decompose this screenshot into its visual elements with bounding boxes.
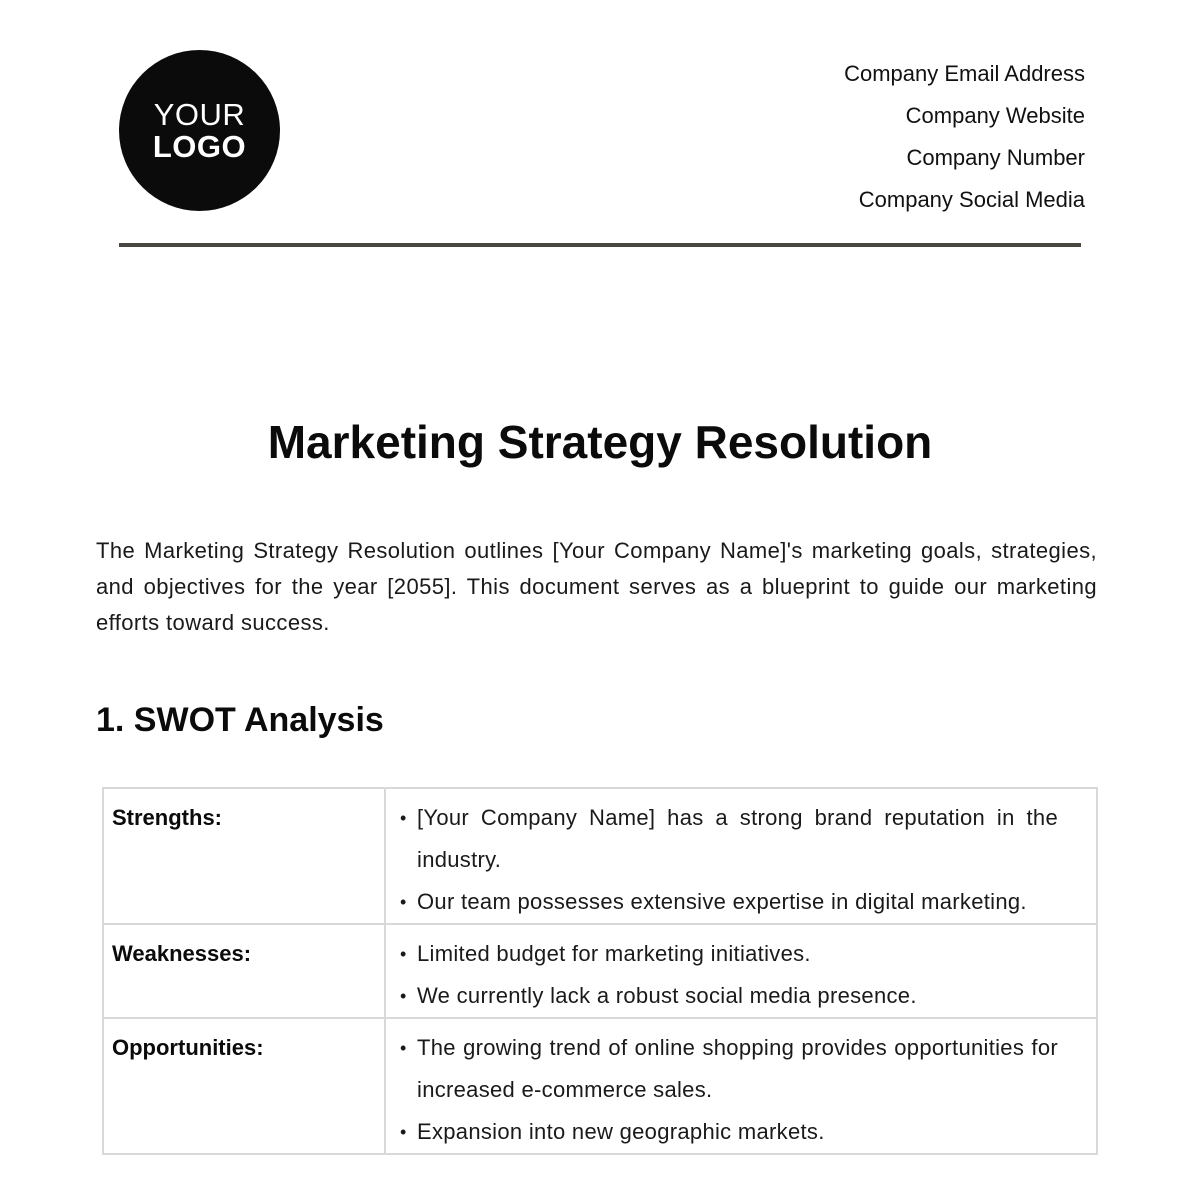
swot-row-weaknesses	[103, 924, 1097, 1018]
swot-label-strengths: Strengths:	[103, 788, 385, 924]
swot-label-opportunities: Opportunities:	[103, 1018, 385, 1154]
swot-content-weaknesses	[385, 924, 1097, 1018]
logo-text-logo: LOGO	[152, 128, 247, 164]
header-divider	[119, 243, 1081, 247]
swot-label-weaknesses: Weaknesses:	[103, 924, 385, 1018]
weaknesses-list	[400, 933, 1058, 1017]
list-item: • Our team possesses extensive expertise in digital marketing.	[400, 881, 1058, 923]
list-item: • The growing trend of online shopping provides opportunities for increased e-commerce sales.	[400, 1027, 1058, 1111]
swot-row-strengths	[103, 788, 1097, 924]
intro-paragraph: The Marketing Strategy Resolution outlines [Your Company Name]'s marketing goals, strategies, and objectives for the year [2055]. This document serves as a blueprint to guide our marketing efforts toward success.	[96, 538, 1097, 635]
swot-row-opportunities	[103, 1018, 1097, 1154]
swot-content-strengths	[385, 788, 1097, 924]
strengths-list	[400, 797, 1058, 923]
swot-table	[102, 787, 1098, 1155]
list-item: • Limited budget for marketing initiatives.	[400, 933, 1058, 975]
list-item: • We currently lack a robust social media presence.	[400, 975, 1058, 1017]
list-item: • Expansion into new geographic markets.	[400, 1111, 1058, 1153]
section-heading-swot: 1. SWOT Analysis	[96, 701, 384, 739]
document-title: Marketing Strategy Resolution	[267, 416, 933, 468]
document-header	[0, 0, 1200, 260]
list-item: • [Your Company Name] has a strong brand reputation in the industry.	[400, 797, 1058, 881]
company-email: Company Email Address	[844, 61, 1085, 86]
company-logo	[119, 50, 280, 211]
logo-text-your: YOUR	[153, 96, 246, 132]
swot-content-opportunities	[385, 1018, 1097, 1154]
company-number: Company Number	[906, 145, 1085, 170]
company-contact-block	[844, 53, 1085, 221]
company-social-media: Company Social Media	[858, 187, 1085, 212]
opportunities-list	[400, 1027, 1058, 1153]
company-website: Company Website	[905, 103, 1085, 128]
